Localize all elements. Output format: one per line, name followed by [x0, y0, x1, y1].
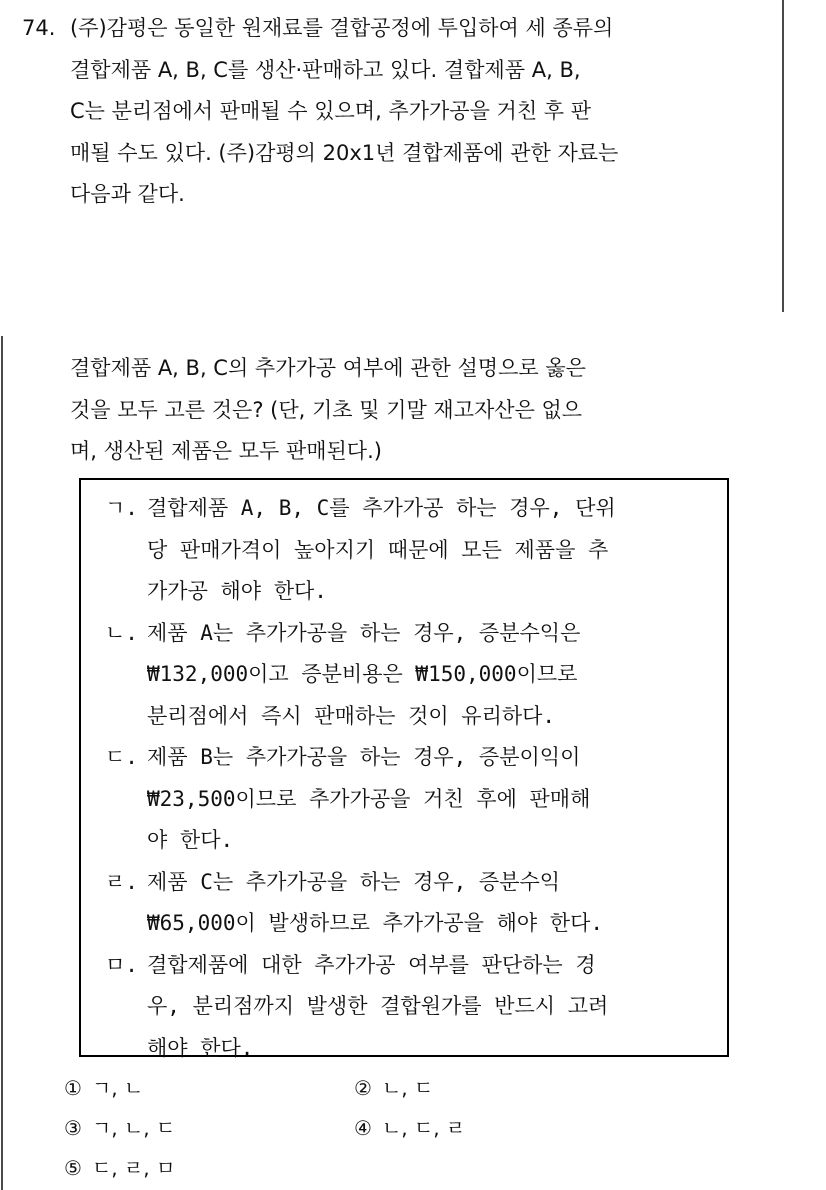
question-stem [22, 8, 772, 216]
choice-5[interactable] [64, 1148, 354, 1188]
choice-number: ④ [354, 1116, 372, 1140]
prompt-line: 결합제품 A, B, C의 추가가공 여부에 관한 설명으로 옳은 [70, 356, 586, 380]
statement-line: 제품 A는 추가가공을 하는 경우, 증분수익은 [147, 620, 581, 645]
statement-line: 해야 한다. [147, 1035, 254, 1060]
statement-marker: ㄴ. [105, 620, 138, 645]
choice-1[interactable] [64, 1068, 354, 1108]
question-line: C는 분리점에서 판매될 수 있으며, 추가가공을 거친 후 판 [70, 99, 592, 123]
question-line: 결합제품 A, B, C를 생산·판매하고 있다. 결합제품 A, B, [70, 57, 581, 82]
choice-text: ㄱ, ㄴ, ㄷ [91, 1116, 176, 1140]
choice-text: ㄴ, ㄷ, ㄹ [381, 1116, 466, 1140]
statement-line: 분리점에서 즉시 판매하는 것이 유리하다. [147, 703, 556, 728]
statement-line: 우, 분리점까지 발생한 결합원가를 반드시 고려 [147, 994, 609, 1018]
statement-line: 제품 B는 추가가공을 하는 경우, 증분이익이 [147, 745, 581, 769]
question-line: 다음과 같다. [70, 182, 185, 206]
statement-line: 야 한다. [147, 828, 234, 852]
statement-digeut [105, 737, 725, 862]
choice-number: ③ [64, 1116, 82, 1140]
statement-list [105, 488, 725, 1069]
choice-number: ① [64, 1076, 82, 1100]
column-divider-left [1, 336, 3, 1190]
statement-marker: ㄱ. [105, 496, 138, 520]
statement-line: ₩23,500이므로 추가가공을 거친 후에 판매해 [147, 786, 591, 811]
prompt-line: 며, 생산된 제품은 모두 판매된다.) [70, 439, 382, 463]
statement-line: ₩132,000이고 증분비용은 ₩150,000이므로 [147, 662, 578, 686]
statements-box [79, 478, 729, 1060]
choice-text: ㄴ, ㄷ [381, 1076, 434, 1100]
question-line: 매될 수도 있다. (주)감평의 20x1년 결합제품에 관한 자료는 [70, 140, 619, 165]
choice-row [64, 1068, 764, 1108]
statement-line: 당 판매가격이 높아지기 때문에 모든 제품을 추 [147, 537, 609, 562]
statement-marker: ㅁ. [105, 952, 138, 977]
statement-nieun [105, 613, 725, 738]
answer-choices [64, 1068, 764, 1188]
statement-giyeok [105, 488, 725, 613]
statement-line: 가가공 해야 한다. [147, 579, 327, 603]
prompt-line: 것을 모두 고른 것은? (단, 기초 및 기말 재고자산은 없으 [70, 397, 583, 422]
choice-number: ② [354, 1076, 372, 1100]
question-number: 74. [22, 16, 56, 40]
statement-line: 결합제품 A, B, C를 추가가공 하는 경우, 단위 [147, 496, 616, 520]
choice-number: ⑤ [64, 1156, 82, 1180]
question-line: (주)감평은 동일한 원재료를 결합공정에 투입하여 세 종류의 [70, 16, 614, 40]
choice-4[interactable] [354, 1108, 644, 1148]
statement-line: 결합제품에 대한 추가가공 여부를 판단하는 경 [147, 952, 596, 977]
choice-2[interactable] [354, 1068, 644, 1108]
choice-3[interactable] [64, 1108, 354, 1148]
statement-marker: ㄷ. [105, 745, 138, 769]
statement-line: ₩65,000이 발생하므로 추가가공을 해야 한다. [147, 911, 604, 935]
statement-marker: ㄹ. [105, 869, 138, 894]
statement-rieul [105, 862, 725, 945]
choice-row [64, 1108, 764, 1148]
choice-text: ㄷ, ㄹ, ㅁ [91, 1156, 176, 1180]
column-divider-right [782, 0, 784, 312]
statement-line: 제품 C는 추가가공을 하는 경우, 증분수익 [147, 869, 561, 894]
statement-mieum [105, 945, 725, 1070]
question-prompt [70, 348, 770, 473]
choice-row [64, 1148, 764, 1188]
choice-text: ㄱ, ㄴ [91, 1076, 144, 1100]
